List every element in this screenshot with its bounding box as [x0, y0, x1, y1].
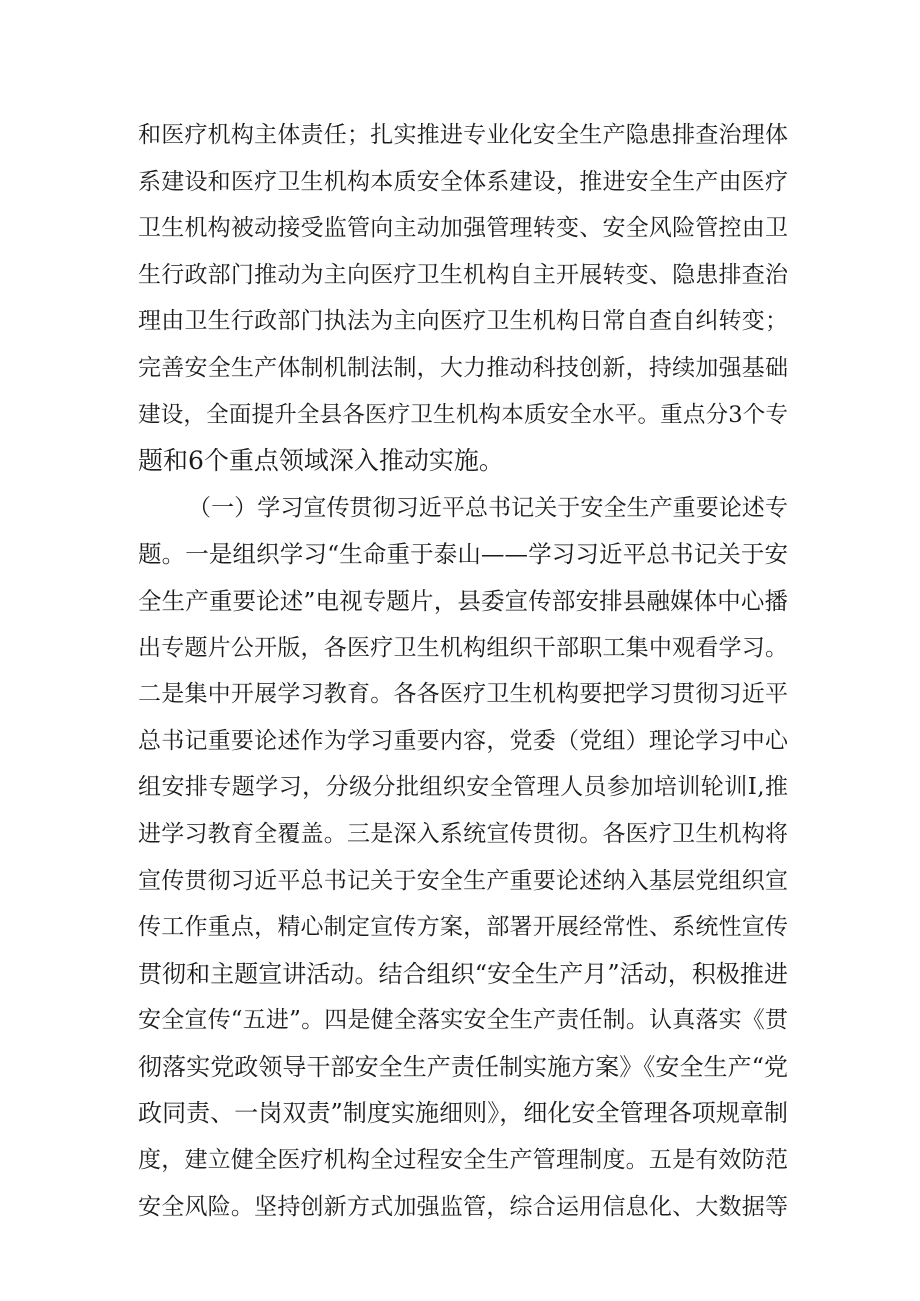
text-line: 彻落实党政领导干部安全生产责任制实施方案》《安全生产“党 [138, 1052, 788, 1081]
text-line: 全生产重要论述”电视专题片，县委宣传部安排县融媒体中心播 [138, 586, 788, 615]
text-line: 完善安全生产体制机制法制，大力推动科技创新，持续加强基础 [138, 354, 788, 381]
text-line: 政同责、一岗双责”制度实施细则》，细化安全管理各项规章制 [138, 1099, 788, 1128]
text-line: 宣传贯彻习近平总书记关于安全生产重要论述纳入基层党组织宣 [138, 867, 788, 894]
text-line: 二是集中开展学习教育。各各医疗卫生机构要把学习贯彻习近平 [138, 681, 788, 708]
text-line: 题和6个重点领域深入推动实施。 [138, 446, 504, 476]
text-line: 组安排专题学习，分级分批组织安全管理人员参加培训轮训Ⅰ,推 [138, 774, 788, 801]
text-line: 安全宣传“五进”。四是健全落实安全生产责任制。认真落实《贯 [138, 1007, 788, 1034]
text-line: 建设，全面提升全县各医疗卫生机构本质安全水平。重点分3个专 [138, 401, 788, 428]
text-line: 题。一是组织学习“生命重于泰山——学习习近平总书记关于安 [138, 540, 788, 569]
text-line: 安全风险。坚持创新方式加强监管，综合运用信息化、大数据等 [138, 1193, 788, 1220]
text-line: 系建设和医疗卫生机构本质安全体系建设，推进安全生产由医疗 [138, 168, 788, 195]
section-heading-line: （一）学习宣传贯彻习近平总书记关于安全生产重要论述专 [188, 494, 788, 521]
text-line: 传工作重点，精心制定宣传方案，部署开展经常性、系统性宣传 [138, 914, 788, 941]
text-line: 理由卫生行政部门执法为主向医疗卫生机构日常自查自纠转变； [138, 308, 788, 335]
text-line: 贯彻和主题宣讲活动。结合组织“安全生产月”活动，积极推进 [138, 959, 788, 988]
text-line: 总书记重要论述作为学习重要内容，党委（党组）理论学习中心 [138, 727, 788, 754]
body-text [138, 112, 788, 1230]
text-line: 和医疗机构主体责任；扎实推进专业化安全生产隐患排查治理体 [138, 122, 788, 148]
text-line: 度，建立健全医疗机构全过程安全生产管理制度。五是有效防范 [138, 1147, 788, 1174]
text-line: 出专题片公开版，各医疗卫生机构组织干部职工集中观看学习。 [138, 634, 788, 661]
text-line: 卫生机构被动接受监管向主动加强管理转变、安全风险管控由卫 [138, 215, 788, 242]
text-line: 进学习教育全覆盖。三是深入系统宣传贯彻。各医疗卫生机构将 [138, 820, 788, 847]
text-line: 生行政部门推动为主向医疗卫生机构自主开展转变、隐患排查治 [138, 261, 788, 288]
